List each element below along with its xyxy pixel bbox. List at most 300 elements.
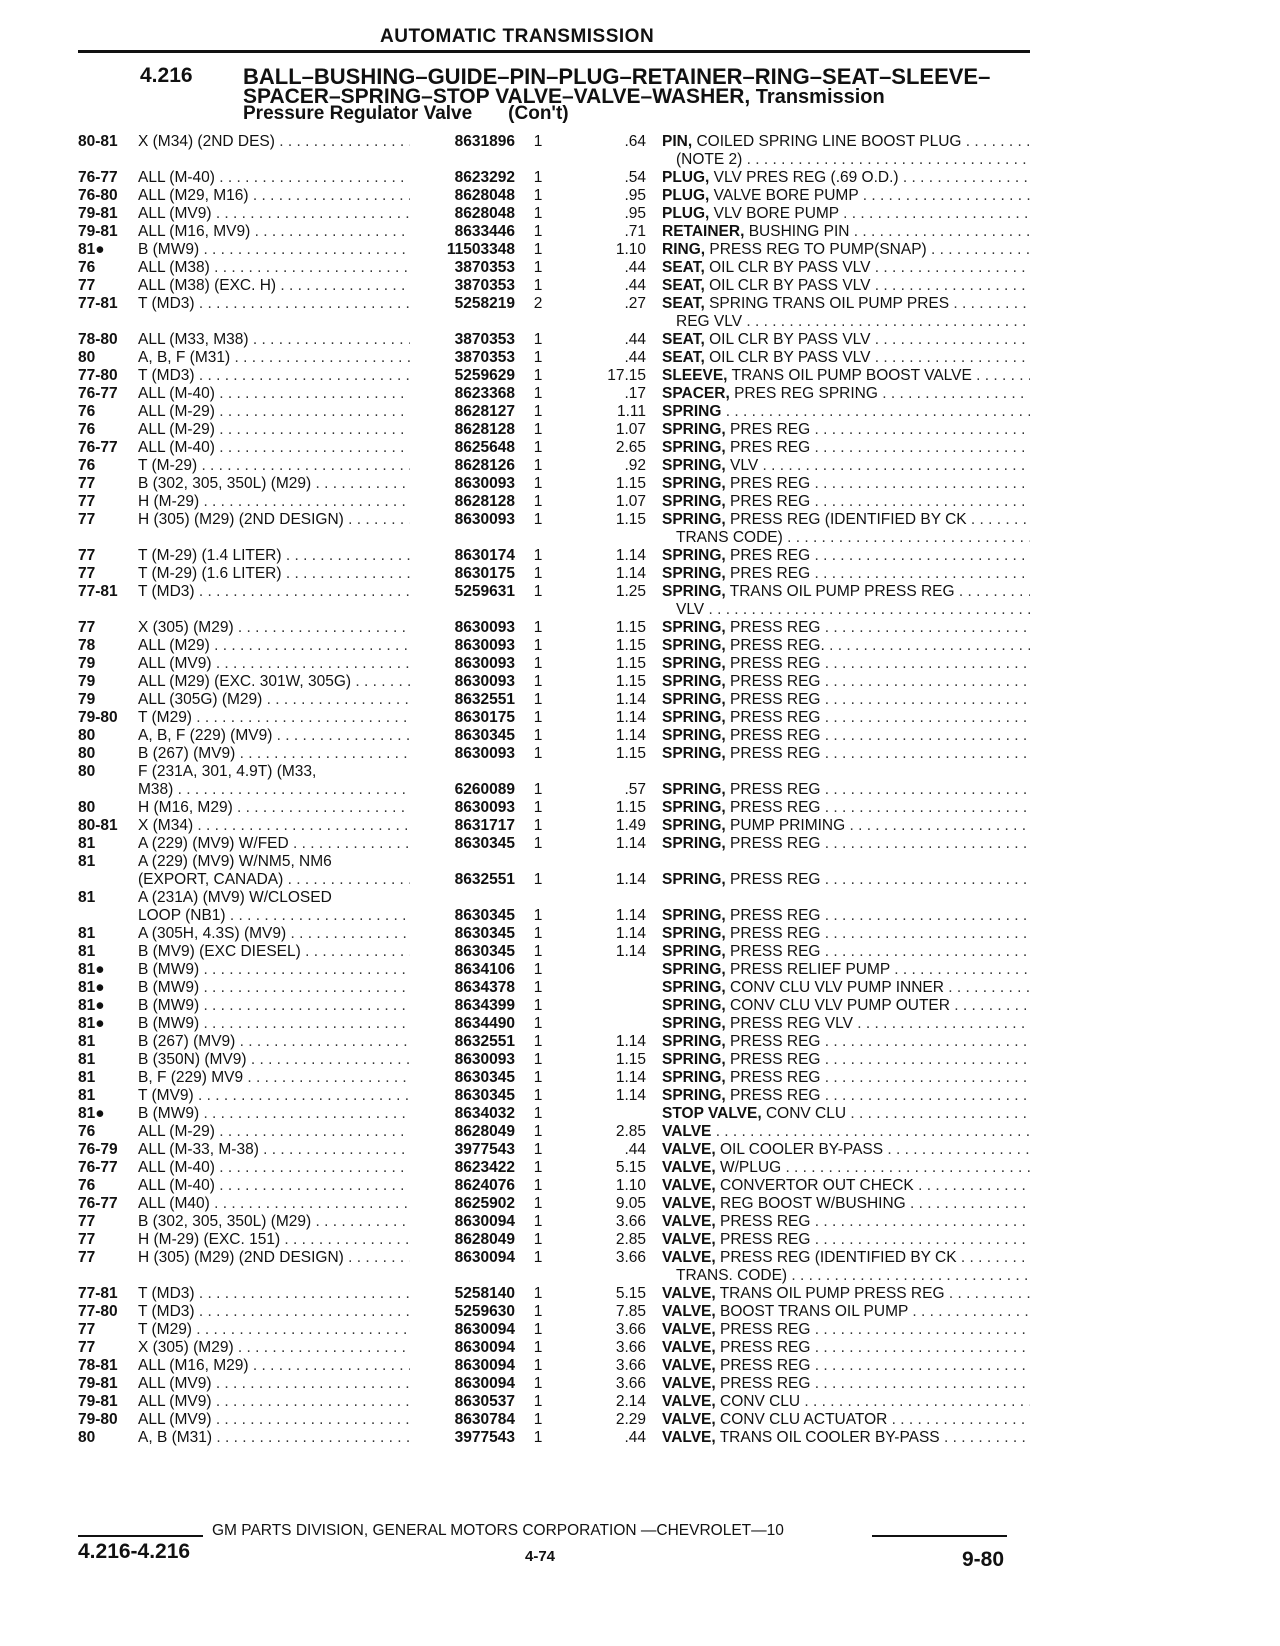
part-detail: W/PLUG <box>715 1159 782 1176</box>
part-number: 8630537 <box>454 1393 515 1410</box>
table-row <box>0 330 1280 349</box>
part-name: SPRING, <box>662 925 726 942</box>
quantity: 1 <box>533 907 543 924</box>
part-detail: PRESS REG <box>725 1051 821 1068</box>
table-row <box>0 1230 1280 1249</box>
part-detail: COILED SPRING LINE BOOST PLUG <box>692 133 962 150</box>
section-title-line2-bold: SPACER–SPRING–STOP VALVE–VALVE–WASHER, <box>243 85 751 108</box>
table-row <box>0 1014 1280 1033</box>
table-row <box>0 1410 1280 1429</box>
part-number: 8630175 <box>454 565 515 582</box>
table-row <box>0 852 1280 871</box>
part-number: 8632551 <box>454 1033 515 1050</box>
description <box>662 1032 1030 1051</box>
part-detail: VALVE BORE PUMP <box>709 187 859 204</box>
price: 1.07 <box>615 421 646 438</box>
description <box>662 312 1030 331</box>
part-name: SPRING, <box>662 673 726 690</box>
price: 1.15 <box>615 655 646 672</box>
part-detail: CONV CLU VLV PUMP INNER <box>725 979 944 996</box>
part-detail: PRESS REG <box>725 943 821 960</box>
part-detail: (NOTE 2) <box>676 151 743 168</box>
year: 76 <box>78 403 96 420</box>
model: X (M34) (2ND DES) . . . <box>138 132 410 151</box>
table-row <box>0 384 1280 403</box>
model: B, F (229) MV9 . . . <box>138 1068 410 1087</box>
model: ALL (MV9) . . . <box>138 1374 410 1393</box>
table-row <box>0 222 1280 241</box>
description <box>662 1230 1030 1249</box>
year: 81 <box>78 835 96 852</box>
table-row <box>0 1284 1280 1303</box>
continued-label: (Con't) <box>508 103 569 124</box>
part-detail: PRES REG <box>725 547 811 564</box>
year: 80 <box>78 727 96 744</box>
table-row <box>0 744 1280 763</box>
part-name: SPRING, <box>662 1051 726 1068</box>
quantity: 1 <box>533 565 543 582</box>
table-row <box>0 150 1280 169</box>
year: 78 <box>78 637 96 654</box>
description <box>662 726 1030 745</box>
model: ALL (M-40) . . . <box>138 1176 410 1195</box>
quantity: 1 <box>533 1213 543 1230</box>
part-number: 5258140 <box>454 1285 515 1302</box>
price: 2.85 <box>615 1231 646 1248</box>
table-row <box>0 510 1280 529</box>
price: 2.29 <box>615 1411 646 1428</box>
model: ALL (M16, M29) . . . <box>138 1356 410 1375</box>
part-detail: PRESS REG <box>725 655 821 672</box>
description <box>662 528 1030 547</box>
price: 1.15 <box>615 799 646 816</box>
part-name: SLEEVE, <box>662 367 728 384</box>
description <box>662 600 1030 619</box>
year: 81 <box>78 889 96 906</box>
part-detail: PRESS RELIEF PUMP <box>725 961 890 978</box>
description <box>662 294 1030 313</box>
table-row <box>0 654 1280 673</box>
part-number: 3977543 <box>454 1141 515 1158</box>
price: 1.14 <box>615 871 646 888</box>
part-detail: BOOST TRANS OIL PUMP <box>715 1303 909 1320</box>
price: 1.14 <box>615 1087 646 1104</box>
part-number: 8630093 <box>454 1051 515 1068</box>
model: ALL (M16, MV9) . . . <box>138 222 410 241</box>
description <box>662 1194 1030 1213</box>
description <box>662 276 1030 295</box>
model: T (M-29) (1.4 LITER) . . . <box>138 546 410 565</box>
price: .44 <box>624 277 646 294</box>
part-name: PLUG, <box>662 169 710 186</box>
description <box>662 834 1030 853</box>
year: 80 <box>78 763 96 780</box>
price: .44 <box>624 1141 646 1158</box>
description <box>662 150 1030 169</box>
part-name: SPRING, <box>662 709 726 726</box>
part-detail: SPRING TRANS OIL PUMP PRES <box>704 295 950 312</box>
part-detail: TRANS OIL PUMP PRESS REG <box>725 583 955 600</box>
model: H (305) (M29) (2ND DESIGN) . . . <box>138 1248 410 1267</box>
table-row <box>0 132 1280 151</box>
model: A (229) (MV9) W/FED . . . <box>138 834 410 853</box>
table-row <box>0 1032 1280 1051</box>
part-number: 5259631 <box>454 583 515 600</box>
description <box>662 1158 1030 1177</box>
description <box>662 492 1030 511</box>
part-name: SPRING, <box>662 493 726 510</box>
model: H (M-29) (EXC. 151) . . . <box>138 1230 410 1249</box>
table-row <box>0 204 1280 223</box>
description <box>662 690 1030 709</box>
table-row <box>0 690 1280 709</box>
part-detail: VLV PRES REG (.69 O.D.) <box>709 169 899 186</box>
part-name: SPRING, <box>662 511 726 528</box>
part-name: SPRING, <box>662 421 726 438</box>
table-row <box>0 618 1280 637</box>
quantity: 1 <box>533 583 543 600</box>
table-row <box>0 780 1280 799</box>
price: 9.05 <box>615 1195 646 1212</box>
quantity: 1 <box>533 727 543 744</box>
part-number: 8623292 <box>454 169 515 186</box>
table-row <box>0 906 1280 925</box>
part-detail: PRESS REG <box>725 871 821 888</box>
description <box>662 132 1030 151</box>
model: ALL (M38) (EXC. H) . . . <box>138 276 410 295</box>
table-row <box>0 294 1280 313</box>
table-row <box>0 528 1280 547</box>
price: 7.85 <box>615 1303 646 1320</box>
model: ALL (M-29) . . . <box>138 420 410 439</box>
part-number: 8630094 <box>454 1213 515 1230</box>
model: T (M-29) (1.6 LITER) . . . <box>138 564 410 583</box>
price: .44 <box>624 331 646 348</box>
part-name: SPRING, <box>662 547 726 564</box>
description <box>662 456 1030 475</box>
part-name: VALVE, <box>662 1249 716 1266</box>
part-name: SPRING, <box>662 1069 726 1086</box>
part-number: 8625648 <box>454 439 515 456</box>
price: 1.49 <box>615 817 646 834</box>
part-name: SPRING <box>662 403 722 420</box>
part-name: RETAINER, <box>662 223 745 240</box>
description <box>662 978 1030 997</box>
quantity: 1 <box>533 223 543 240</box>
year: 81 <box>78 1069 96 1086</box>
quantity: 1 <box>533 1195 543 1212</box>
model: H (M-29) . . . <box>138 492 410 511</box>
part-detail: PRESS REG (IDENTIFIED BY CK <box>715 1249 957 1266</box>
description <box>662 186 1030 205</box>
part-number: 8630345 <box>454 835 515 852</box>
quantity: 1 <box>533 187 543 204</box>
part-name: SPRING, <box>662 565 726 582</box>
table-row <box>0 474 1280 493</box>
part-detail: CONV CLU VLV PUMP OUTER <box>725 997 950 1014</box>
price: 1.14 <box>615 925 646 942</box>
year: 77 <box>78 1213 96 1230</box>
part-number: 8632551 <box>454 871 515 888</box>
table-row <box>0 978 1280 997</box>
year: 76 <box>78 1177 96 1194</box>
description <box>662 1356 1030 1375</box>
part-number: 8630093 <box>454 637 515 654</box>
quantity: 1 <box>533 1123 543 1140</box>
part-detail: PRES REG SPRING <box>729 385 878 402</box>
year: 76-77 <box>78 169 118 186</box>
part-name: PLUG, <box>662 187 710 204</box>
table-row <box>0 1392 1280 1411</box>
year: 76-77 <box>78 385 118 402</box>
price: 2.85 <box>615 1123 646 1140</box>
model: B (MW9) . . . <box>138 240 410 259</box>
part-number: 8633446 <box>454 223 515 240</box>
description <box>662 1176 1030 1195</box>
year: 77 <box>78 619 96 636</box>
description <box>662 996 1030 1015</box>
part-detail: PRESS REG <box>725 1069 821 1086</box>
part-detail: VLV <box>725 457 759 474</box>
part-detail: CONV CLU ACTUATOR <box>715 1411 888 1428</box>
part-name: SPRING, <box>662 997 726 1014</box>
part-detail: PRESS REG <box>725 691 821 708</box>
quantity: 1 <box>533 547 543 564</box>
part-number: 6260089 <box>454 781 515 798</box>
price: .27 <box>624 295 646 312</box>
part-name: SEAT, <box>662 259 705 276</box>
part-name: SPRING, <box>662 979 726 996</box>
part-number: 8624076 <box>454 1177 515 1194</box>
year: 77 <box>78 547 96 564</box>
table-row <box>0 312 1280 331</box>
price: 1.14 <box>615 943 646 960</box>
description <box>662 204 1030 223</box>
table-row <box>0 1266 1280 1285</box>
part-number: 8630345 <box>454 907 515 924</box>
description <box>662 798 1030 817</box>
part-detail: PRESS REG <box>715 1213 811 1230</box>
table-row <box>0 276 1280 295</box>
part-detail: PRES REG <box>725 421 811 438</box>
part-name: SPRING, <box>662 961 726 978</box>
year: 76-79 <box>78 1141 118 1158</box>
part-name: VALVE, <box>662 1321 716 1338</box>
part-number: 8630345 <box>454 1069 515 1086</box>
year: 81 <box>78 853 96 870</box>
description <box>662 1248 1030 1267</box>
part-name: VALVE <box>662 1123 712 1140</box>
part-number: 8630094 <box>454 1375 515 1392</box>
description <box>662 1212 1030 1231</box>
model: ALL (M38) . . . <box>138 258 410 277</box>
quantity: 1 <box>533 403 543 420</box>
model: B (MV9) (EXC DIESEL) . . . <box>138 942 410 961</box>
quantity: 1 <box>533 511 543 528</box>
page-header-title: AUTOMATIC TRANSMISSION <box>380 26 655 47</box>
part-detail: PRESS REG (IDENTIFIED BY CK <box>725 511 967 528</box>
part-number: 8630093 <box>454 619 515 636</box>
part-name: SPRING, <box>662 745 726 762</box>
quantity: 1 <box>533 709 543 726</box>
year: 79 <box>78 673 96 690</box>
footer-publisher: GM PARTS DIVISION, GENERAL MOTORS CORPORATION —CHEVROLET—10 <box>212 1522 784 1539</box>
part-number: 8628048 <box>454 205 515 222</box>
year: 80 <box>78 745 96 762</box>
table-row <box>0 1194 1280 1213</box>
model: H (305) (M29) (2ND DESIGN) . . . <box>138 510 410 529</box>
part-number: 8630345 <box>454 925 515 942</box>
price: 1.14 <box>615 709 646 726</box>
price: 1.15 <box>615 511 646 528</box>
price: .57 <box>624 781 646 798</box>
year: 76 <box>78 457 96 474</box>
description <box>662 240 1030 259</box>
part-detail: OIL CLR BY PASS VLV <box>704 331 871 348</box>
part-number: 8634032 <box>454 1105 515 1122</box>
part-number: 8630784 <box>454 1411 515 1428</box>
year: 79 <box>78 655 96 672</box>
part-name: VALVE, <box>662 1177 716 1194</box>
year: 76 <box>78 259 96 276</box>
part-name: SPRING, <box>662 1033 726 1050</box>
part-detail: TRANS OIL COOLER BY-PASS <box>715 1429 940 1446</box>
table-row <box>0 1428 1280 1447</box>
part-detail: PRESS REG <box>715 1375 811 1392</box>
part-detail: PRES REG <box>725 493 811 510</box>
part-name: VALVE, <box>662 1339 716 1356</box>
description <box>662 708 1030 727</box>
part-detail: PRESS REG VLV <box>725 1015 853 1032</box>
description <box>662 258 1030 277</box>
quantity: 1 <box>533 619 543 636</box>
quantity: 1 <box>533 259 543 276</box>
description <box>662 618 1030 637</box>
part-detail: OIL CLR BY PASS VLV <box>704 259 871 276</box>
table-row <box>0 834 1280 853</box>
year: 77 <box>78 277 96 294</box>
part-number: 8630093 <box>454 745 515 762</box>
part-detail: PRESS REG <box>725 835 821 852</box>
model: ALL (M-40) . . . <box>138 384 410 403</box>
model: B (350N) (MV9) . . . <box>138 1050 410 1069</box>
part-detail: PRESS REG <box>715 1339 811 1356</box>
part-number: 8623422 <box>454 1159 515 1176</box>
model: ALL (M-29) . . . <box>138 1122 410 1141</box>
description <box>662 1104 1030 1123</box>
table-row <box>0 726 1280 745</box>
table-row <box>0 1068 1280 1087</box>
part-number: 8630093 <box>454 673 515 690</box>
quantity: 1 <box>533 799 543 816</box>
description <box>662 546 1030 565</box>
description <box>662 1086 1030 1105</box>
quantity: 1 <box>533 493 543 510</box>
table-row <box>0 600 1280 619</box>
year: 80-81 <box>78 133 118 150</box>
part-number: 8634378 <box>454 979 515 996</box>
model: A, B, F (M31) . . . <box>138 348 410 367</box>
model: ALL (M-40) . . . <box>138 1158 410 1177</box>
price: .44 <box>624 1429 646 1446</box>
table-row <box>0 1338 1280 1357</box>
year: 77 <box>78 1231 96 1248</box>
table-row <box>0 1104 1280 1123</box>
part-detail: CONV CLU <box>761 1105 847 1122</box>
description <box>662 1068 1030 1087</box>
part-detail: REG BOOST W/BUSHING <box>715 1195 906 1212</box>
table-row <box>0 402 1280 421</box>
description <box>662 1320 1030 1339</box>
part-name: RING, <box>662 241 706 258</box>
year: 81● <box>78 241 105 258</box>
part-detail: TRANS OIL PUMP PRESS REG <box>715 1285 945 1302</box>
part-name: VALVE, <box>662 1303 716 1320</box>
table-row <box>0 942 1280 961</box>
description <box>662 870 1030 889</box>
part-detail: PRESS REG <box>725 709 821 726</box>
quantity: 1 <box>533 385 543 402</box>
model: ALL (305G) (M29) . . . <box>138 690 410 709</box>
quantity: 1 <box>533 979 543 996</box>
part-detail: PRESS REG <box>715 1321 811 1338</box>
year: 78-81 <box>78 1357 118 1374</box>
quantity: 1 <box>533 1249 543 1266</box>
description <box>662 1338 1030 1357</box>
part-detail: PRESS REG. <box>725 637 825 654</box>
quantity: 1 <box>533 655 543 672</box>
quantity: 1 <box>533 925 543 942</box>
part-name: VALVE, <box>662 1141 716 1158</box>
table-row <box>0 708 1280 727</box>
part-name: SEAT, <box>662 349 705 366</box>
section-title-line3 <box>243 103 569 125</box>
year: 76-80 <box>78 187 118 204</box>
year: 77-81 <box>78 295 118 312</box>
table-row <box>0 546 1280 565</box>
table-row <box>0 564 1280 583</box>
part-number: 3870353 <box>454 277 515 294</box>
part-detail: OIL CLR BY PASS VLV <box>704 349 871 366</box>
description <box>662 1140 1030 1159</box>
table-row <box>0 1176 1280 1195</box>
price: 1.14 <box>615 691 646 708</box>
part-number: 8630174 <box>454 547 515 564</box>
year: 79-81 <box>78 205 118 222</box>
quantity: 1 <box>533 1339 543 1356</box>
table-row <box>0 816 1280 835</box>
part-name: SPACER, <box>662 385 730 402</box>
description <box>662 402 1030 421</box>
model: ALL (M-29) . . . <box>138 402 410 421</box>
part-detail: CONVERTOR OUT CHECK <box>715 1177 914 1194</box>
year: 81 <box>78 1051 96 1068</box>
description <box>662 924 1030 943</box>
quantity: 1 <box>533 1015 543 1032</box>
table-row <box>0 186 1280 205</box>
description <box>662 510 1030 529</box>
quantity: 1 <box>533 1285 543 1302</box>
part-number: 8628127 <box>454 403 515 420</box>
quantity: 1 <box>533 1141 543 1158</box>
year: 79 <box>78 691 96 708</box>
model: A (305H, 4.3S) (MV9) . . . <box>138 924 410 943</box>
quantity: 1 <box>533 421 543 438</box>
table-row <box>0 420 1280 439</box>
model: B (267) (MV9) . . . <box>138 1032 410 1051</box>
quantity: 2 <box>533 295 543 312</box>
description <box>662 438 1030 457</box>
